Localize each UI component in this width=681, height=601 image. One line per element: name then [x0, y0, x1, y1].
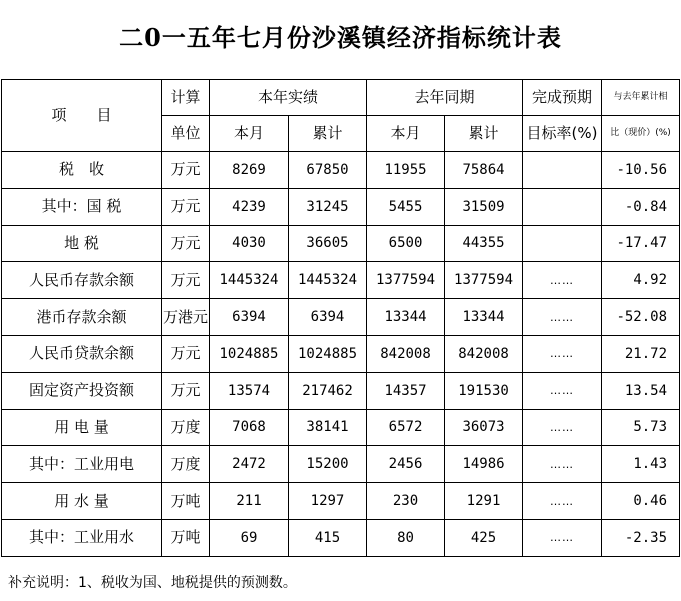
header-ty-cumulative: 累计	[289, 116, 367, 152]
row-last-year-month: 6500	[367, 225, 445, 262]
row-complete-rate	[523, 152, 602, 189]
row-this-year-month: 7068	[210, 409, 289, 446]
row-this-year-cumulative: 36605	[289, 225, 367, 262]
table-row	[2, 152, 680, 189]
row-change-pct: -10.56	[602, 152, 680, 189]
row-complete-rate: ……	[523, 519, 602, 556]
row-last-year-month: 5455	[367, 188, 445, 225]
header-change-top: 与去年累计相	[602, 80, 680, 116]
table-row	[2, 299, 680, 336]
header-unit-bottom: 单位	[162, 116, 210, 152]
row-unit: 万元	[162, 152, 210, 189]
row-this-year-month: 13574	[210, 372, 289, 409]
row-last-year-month: 80	[367, 519, 445, 556]
header-change-bottom: 比（现价）(%)	[602, 116, 680, 152]
row-complete-rate: ……	[523, 335, 602, 372]
row-this-year-cumulative: 15200	[289, 446, 367, 483]
row-this-year-cumulative: 1024885	[289, 335, 367, 372]
header-row-top	[2, 80, 680, 116]
row-unit: 万元	[162, 335, 210, 372]
table-row	[2, 519, 680, 556]
row-this-year-cumulative: 217462	[289, 372, 367, 409]
row-last-year-month: 842008	[367, 335, 445, 372]
row-this-year-month: 1024885	[210, 335, 289, 372]
row-this-year-month: 2472	[210, 446, 289, 483]
row-complete-rate	[523, 188, 602, 225]
table-row	[2, 483, 680, 520]
row-last-year-cumulative: 842008	[445, 335, 523, 372]
row-item: 税 收	[2, 152, 162, 189]
row-this-year-cumulative: 67850	[289, 152, 367, 189]
row-change-pct: 1.43	[602, 446, 680, 483]
row-this-year-cumulative: 31245	[289, 188, 367, 225]
row-last-year-cumulative: 1377594	[445, 262, 523, 299]
row-change-pct: -2.35	[602, 519, 680, 556]
row-item: 用 水 量	[2, 483, 162, 520]
row-this-year-cumulative: 1445324	[289, 262, 367, 299]
footnote: 补充说明：1、税收为国、地税提供的预测数。	[8, 575, 297, 591]
row-this-year-cumulative: 6394	[289, 299, 367, 336]
table-row	[2, 446, 680, 483]
row-last-year-month: 1377594	[367, 262, 445, 299]
row-item: 其中：国 税	[2, 188, 162, 225]
row-last-year-month: 13344	[367, 299, 445, 336]
row-last-year-cumulative: 191530	[445, 372, 523, 409]
row-last-year-cumulative: 44355	[445, 225, 523, 262]
row-change-pct: 13.54	[602, 372, 680, 409]
row-unit: 万元	[162, 372, 210, 409]
row-last-year-cumulative: 425	[445, 519, 523, 556]
row-last-year-month: 6572	[367, 409, 445, 446]
row-item: 人民币贷款余额	[2, 335, 162, 372]
table-row	[2, 409, 680, 446]
header-ly-month: 本月	[367, 116, 445, 152]
row-this-year-month: 4030	[210, 225, 289, 262]
table-row	[2, 225, 680, 262]
row-item: 人民币存款余额	[2, 262, 162, 299]
row-last-year-month: 11955	[367, 152, 445, 189]
row-unit: 万元	[162, 225, 210, 262]
row-item: 固定资产投资额	[2, 372, 162, 409]
row-complete-rate: ……	[523, 409, 602, 446]
header-ly-cumulative: 累计	[445, 116, 523, 152]
row-this-year-month: 4239	[210, 188, 289, 225]
row-this-year-month: 1445324	[210, 262, 289, 299]
table-row	[2, 188, 680, 225]
row-last-year-cumulative: 31509	[445, 188, 523, 225]
statistics-table	[1, 79, 680, 557]
row-unit: 万元	[162, 262, 210, 299]
header-complete-top: 完成预期	[523, 80, 602, 116]
row-change-pct: 0.46	[602, 483, 680, 520]
row-item: 港币存款余额	[2, 299, 162, 336]
header-last-year: 去年同期	[367, 80, 523, 116]
row-complete-rate: ……	[523, 446, 602, 483]
header-complete-bottom: 目标率(%)	[523, 116, 602, 152]
page-title: 二0一五年七月份沙溪镇经济指标统计表	[119, 23, 562, 52]
row-unit: 万港元	[162, 299, 210, 336]
row-last-year-cumulative: 13344	[445, 299, 523, 336]
row-change-pct: 21.72	[602, 335, 680, 372]
row-this-year-month: 211	[210, 483, 289, 520]
header-unit-top: 计算	[162, 80, 210, 116]
row-last-year-month: 230	[367, 483, 445, 520]
row-last-year-month: 2456	[367, 446, 445, 483]
row-last-year-cumulative: 36073	[445, 409, 523, 446]
row-change-pct: 4.92	[602, 262, 680, 299]
row-this-year-month: 8269	[210, 152, 289, 189]
row-this-year-cumulative: 38141	[289, 409, 367, 446]
row-complete-rate: ……	[523, 299, 602, 336]
row-change-pct: -0.84	[602, 188, 680, 225]
row-this-year-month: 6394	[210, 299, 289, 336]
row-complete-rate: ……	[523, 262, 602, 299]
row-last-year-month: 14357	[367, 372, 445, 409]
row-complete-rate	[523, 225, 602, 262]
row-this-year-cumulative: 1297	[289, 483, 367, 520]
header-item: 项 目	[2, 80, 162, 152]
table-row	[2, 262, 680, 299]
table-row	[2, 335, 680, 372]
header-ty-month: 本月	[210, 116, 289, 152]
row-last-year-cumulative: 14986	[445, 446, 523, 483]
row-change-pct: 5.73	[602, 409, 680, 446]
row-complete-rate: ……	[523, 483, 602, 520]
row-change-pct: -17.47	[602, 225, 680, 262]
row-this-year-cumulative: 415	[289, 519, 367, 556]
header-this-year: 本年实绩	[210, 80, 367, 116]
row-unit: 万吨	[162, 519, 210, 556]
row-last-year-cumulative: 1291	[445, 483, 523, 520]
row-item: 地 税	[2, 225, 162, 262]
row-unit: 万吨	[162, 483, 210, 520]
row-last-year-cumulative: 75864	[445, 152, 523, 189]
row-unit: 万元	[162, 188, 210, 225]
row-this-year-month: 69	[210, 519, 289, 556]
row-item: 用 电 量	[2, 409, 162, 446]
row-unit: 万度	[162, 446, 210, 483]
row-complete-rate: ……	[523, 372, 602, 409]
row-unit: 万度	[162, 409, 210, 446]
row-item: 其中：工业用电	[2, 446, 162, 483]
row-item: 其中：工业用水	[2, 519, 162, 556]
row-change-pct: -52.08	[602, 299, 680, 336]
table-row	[2, 372, 680, 409]
